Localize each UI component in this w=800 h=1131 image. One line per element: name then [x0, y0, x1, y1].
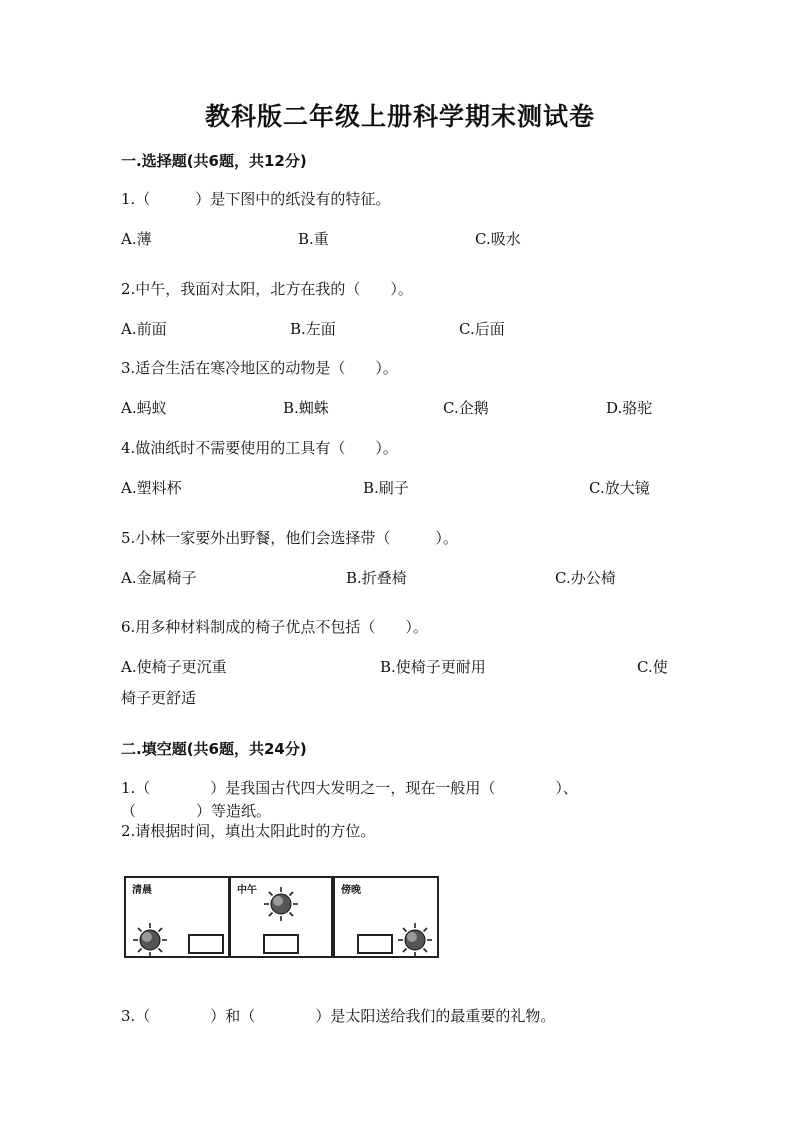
sun-icon [263, 886, 299, 922]
section-heading-fill: 二.填空题(共6题，共24分) [121, 740, 307, 758]
section-heading-choice: 一.选择题(共6题，共12分) [121, 152, 307, 170]
panel-evening [333, 876, 439, 958]
answer-box-evening[interactable] [357, 934, 393, 954]
q2-option-c: C.后面 [459, 320, 505, 338]
panel-label-noon: 中午 [237, 885, 257, 896]
answer-box-noon[interactable] [263, 934, 299, 954]
panel-label-evening: 傍晚 [341, 885, 361, 896]
q3-option-b: B.蜘蛛 [283, 399, 329, 417]
fill-question-2: 2.请根据时间，填出太阳此时的方位。 [121, 822, 376, 840]
question-4: 4.做油纸时不需要使用的工具有（ ）。 [121, 439, 398, 457]
q1-option-a: A.薄 [121, 230, 152, 248]
q1-option-b: B.重 [298, 230, 329, 248]
q4-option-c: C.放大镜 [589, 479, 650, 497]
answer-box-morning[interactable] [188, 934, 224, 954]
q5-option-a: A.金属椅子 [121, 569, 197, 587]
fill-question-1-line1: 1.（ ）是我国古代四大发明之一，现在一般用（ ）、 [121, 779, 578, 797]
q6-option-c-wrap: 椅子更舒适 [121, 689, 197, 707]
panel-label-morning: 清晨 [132, 885, 152, 896]
sun-icon [132, 922, 168, 958]
q6-option-a: A.使椅子更沉重 [121, 658, 227, 676]
q3-option-a: A.蚂蚁 [121, 399, 167, 417]
q3-option-d: D.骆驼 [606, 399, 653, 417]
q1-option-c: C.吸水 [475, 230, 521, 248]
question-3: 3.适合生活在寒冷地区的动物是（ ）。 [121, 359, 398, 377]
q4-option-b: B.刷子 [363, 479, 409, 497]
q5-option-c: C.办公椅 [555, 569, 616, 587]
question-5: 5.小林一家要外出野餐，他们会选择带（ ）。 [121, 529, 458, 547]
q6-option-c: C.使 [637, 658, 668, 676]
q4-option-a: A.塑料杯 [121, 479, 182, 497]
panel-morning [124, 876, 230, 958]
q3-option-c: C.企鹅 [443, 399, 489, 417]
panel-noon [229, 876, 333, 958]
sun-icon [397, 922, 433, 958]
page-title: 教科版二年级上册科学期末测试卷 [204, 102, 595, 131]
question-1: 1.（ ）是下图中的纸没有的特征。 [121, 190, 391, 208]
question-2: 2.中午，我面对太阳，北方在我的（ ）。 [121, 280, 413, 298]
fill-question-3: 3.（ ）和（ ）是太阳送给我们的最重要的礼物。 [121, 1007, 556, 1025]
fill-question-1-line2: （ ）等造纸。 [121, 802, 272, 820]
q5-option-b: B.折叠椅 [346, 569, 407, 587]
q6-option-b: B.使椅子更耐用 [380, 658, 486, 676]
question-6: 6.用多种材料制成的椅子优点不包括（ ）。 [121, 618, 428, 636]
q2-option-a: A.前面 [121, 320, 167, 338]
q2-option-b: B.左面 [290, 320, 336, 338]
